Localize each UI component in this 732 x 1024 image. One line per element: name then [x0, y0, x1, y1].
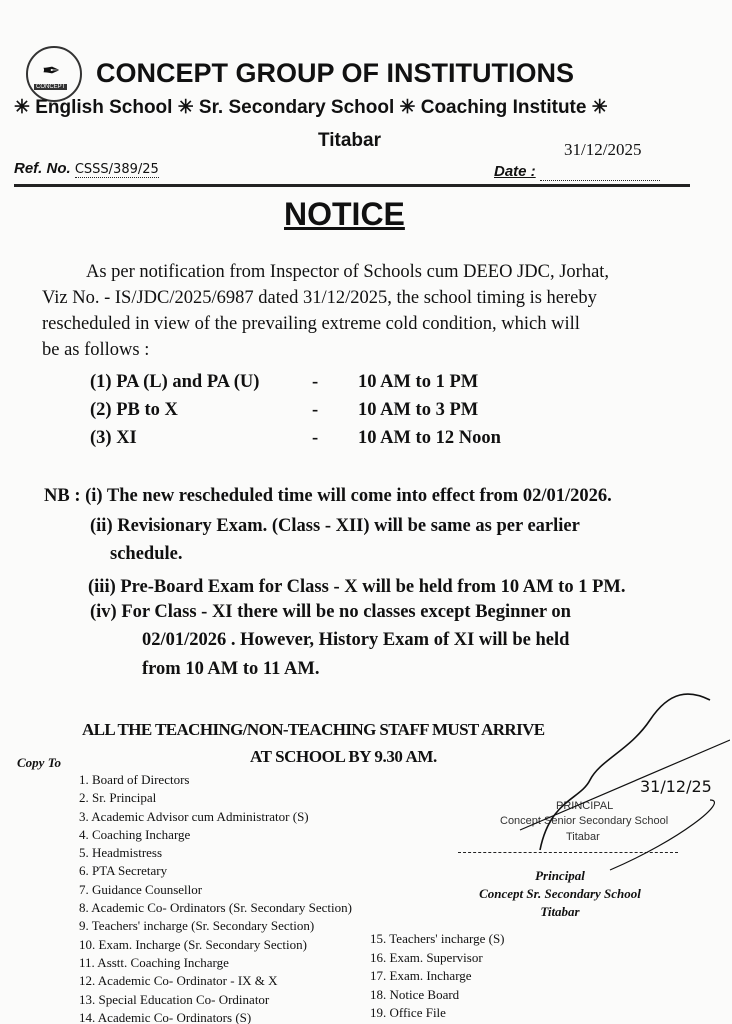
timing-class: (2) PB to X: [90, 400, 178, 420]
copy-item: 12. Academic Co- Ordinator - IX & X: [79, 973, 278, 989]
timing-dash: -: [312, 372, 319, 392]
timing-dash: -: [312, 428, 319, 448]
copy-item: 6. PTA Secretary: [79, 863, 168, 879]
paragraph-line: As per notification from Inspector of Schools cum DEEO JDC, Jorhat,: [86, 262, 610, 282]
copy-item: 3. Academic Advisor cum Administrator (S): [79, 808, 309, 824]
paragraph-line: rescheduled in view of the prevailing extreme cold condition, which will: [42, 314, 580, 334]
paragraph-line: be as follows :: [42, 340, 150, 360]
staff-instruction-line: AT SCHOOL BY 9.30 AM.: [250, 747, 437, 766]
stamp-line: PRINCIPAL: [556, 800, 614, 812]
copy-item: 17. Exam. Incharge: [370, 968, 472, 983]
copy-item: 19. Office File: [370, 1005, 446, 1020]
stamp-line: Concept Senior Secondary School: [500, 815, 669, 827]
nb-line: (iii) Pre-Board Exam for Class - X will be held from 10 AM to 1 PM.: [88, 577, 626, 597]
handwritten-date: 31/12/25: [640, 777, 712, 796]
copy-to-list-left: [79, 771, 352, 1024]
header-divider: [14, 184, 690, 187]
signatory-school: Concept Sr. Secondary School: [479, 886, 641, 901]
staff-instruction-line: ALL THE TEACHING/NON-TEACHING STAFF MUST ARRIVE: [82, 720, 545, 739]
copy-item: 2. Sr. Principal: [79, 790, 157, 806]
notice-heading: NOTICE: [284, 196, 405, 232]
nb-line: 02/01/2026 . However, History Exam of XI will be held: [142, 630, 570, 650]
date-dots: [540, 163, 660, 181]
date-field: [494, 163, 660, 181]
timing-dash: -: [312, 400, 319, 420]
ref-label: Ref. No.: [14, 160, 71, 177]
timing-time: 10 AM to 12 Noon: [358, 428, 501, 448]
copy-item: 9. Teachers' incharge (Sr. Secondary Section): [79, 918, 315, 934]
copy-to-list-right: [370, 930, 505, 1023]
copy-item: 18. Notice Board: [370, 986, 460, 1002]
institution-title: CONCEPT GROUP OF INSTITUTIONS: [96, 58, 575, 88]
nb-line: (iv) For Class - XI there will be no classes except Beginner on: [90, 602, 571, 622]
institution-subtitle: ✳ English School ✳ Sr. Secondary School ✳ Coaching Institute ✳: [14, 97, 608, 118]
timing-time: 10 AM to 1 PM: [358, 372, 479, 392]
nb-line: schedule.: [110, 544, 183, 564]
paragraph-line: Viz No. - IS/JDC/2025/6987 dated 31/12/2025, the school timing is hereby: [42, 288, 597, 308]
copy-item: 13. Special Education Co- Ordinator: [79, 991, 270, 1007]
nb-line: from 10 AM to 11 AM.: [142, 659, 320, 679]
date-value: 31/12/2025: [564, 140, 642, 159]
reference-number: [14, 160, 159, 178]
nb-line: (ii) Revisionary Exam. (Class - XII) will be same as per earlier: [90, 516, 580, 536]
institution-location: Titabar: [318, 130, 382, 151]
date-label: Date :: [494, 163, 536, 180]
copy-item: 16. Exam. Supervisor: [370, 949, 483, 965]
timing-class: (1) PA (L) and PA (U): [90, 372, 260, 392]
signature-scribble: [480, 680, 730, 880]
nb-line: NB : (i) The new rescheduled time will come into effect from 02/01/2026.: [44, 486, 612, 506]
quill-icon: ✒: [42, 58, 61, 83]
timing-class: (3) XI: [90, 428, 137, 448]
copy-item: 8. Academic Co- Ordinators (Sr. Secondary Section): [79, 900, 352, 916]
copy-item: 5. Headmistress: [79, 845, 163, 861]
timing-time: 10 AM to 3 PM: [358, 400, 479, 420]
logo-text: CONCEPT: [36, 84, 66, 90]
copy-item: 11. Asstt. Coaching Incharge: [79, 954, 229, 970]
signatory-designation: Principal: [535, 868, 585, 883]
copy-to-label: Copy To: [17, 755, 61, 770]
stamp-line: Titabar: [566, 831, 600, 843]
institution-logo: [26, 46, 82, 102]
copy-item: 1. Board of Directors: [79, 772, 190, 787]
signatory-place: Titabar: [540, 904, 580, 919]
ref-value: CSSS/389/25: [74, 162, 159, 177]
copy-item: 7. Guidance Counsellor: [79, 881, 203, 897]
copy-item: 4. Coaching Incharge: [79, 826, 191, 842]
copy-item: 10. Exam. Incharge (Sr. Secondary Section): [79, 936, 307, 952]
copy-item: 14. Academic Co- Ordinators (S): [79, 1009, 252, 1024]
copy-item: 15. Teachers' incharge (S): [370, 931, 505, 946]
